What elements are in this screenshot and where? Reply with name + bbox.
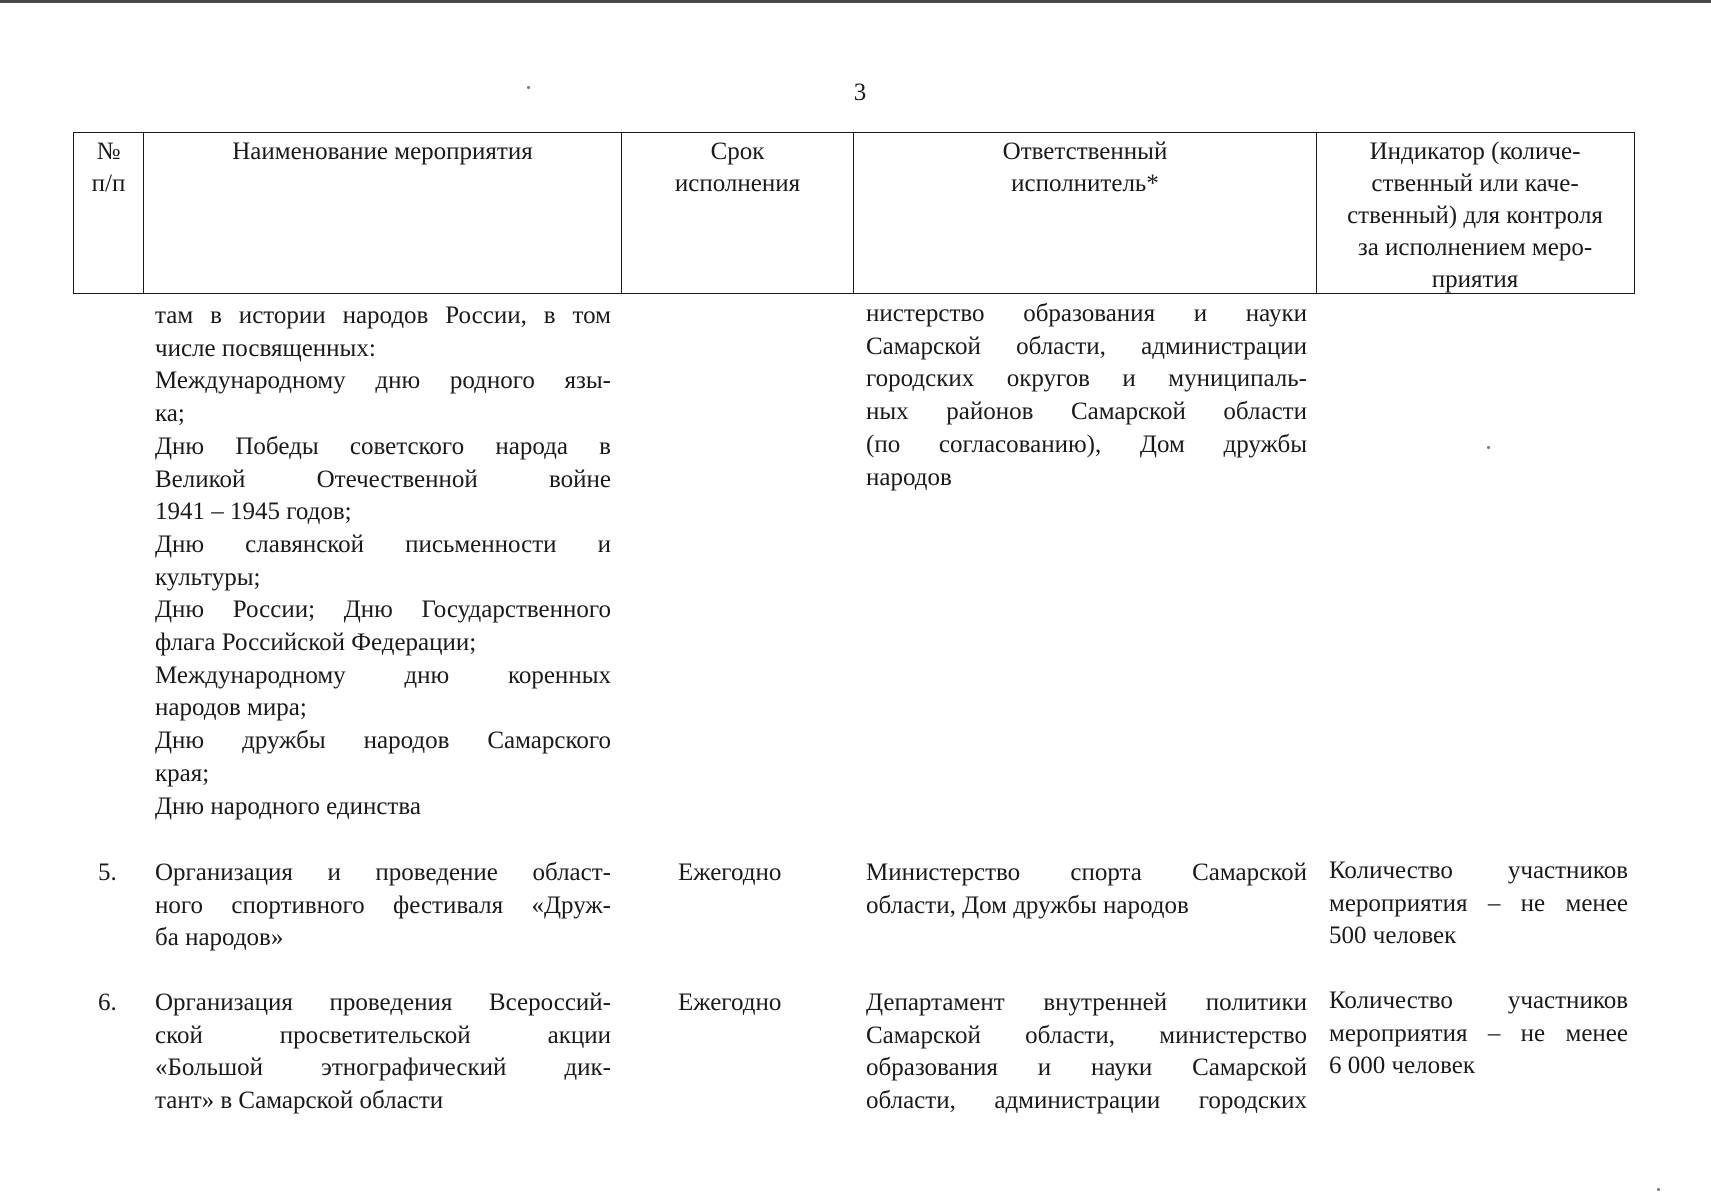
text-line: нистерство образования и науки	[866, 300, 1307, 327]
text-line: Дню народного единства	[155, 792, 421, 820]
row-5-indicator	[1329, 855, 1628, 953]
text-line: 6 000 человек	[1329, 1052, 1476, 1080]
header-col-name	[144, 133, 622, 293]
table-header	[73, 132, 1635, 294]
text-line: ственный) для контроля	[1347, 202, 1603, 229]
text-line: ба народов»	[155, 924, 284, 952]
text-line: ка;	[155, 400, 185, 428]
row-continuation-name	[155, 300, 611, 823]
text-line: 1941 – 1945 годов;	[155, 498, 352, 526]
text-line: Дню Победы советского народа в	[155, 432, 611, 460]
row-6-term: Ежегодно	[678, 989, 782, 1016]
text-line: Департамент внутренней политики	[866, 989, 1307, 1016]
text-line: там в истории народов России, в том	[155, 302, 611, 329]
text-line: числе посвященных:	[155, 334, 376, 362]
scan-speck	[527, 86, 530, 89]
text-line: Количество участников	[1329, 857, 1628, 884]
row-continuation-responsible	[866, 298, 1307, 494]
header-col-term	[622, 133, 854, 293]
text-line: мероприятия – не менее	[1329, 1019, 1628, 1047]
text-line: Дню славянской письменности и	[155, 530, 611, 558]
text-line: области, Дом дружбы народов	[866, 891, 1189, 919]
row-6-name	[155, 987, 611, 1118]
text-line: ного спортивного фестиваля «Друж-	[155, 891, 611, 919]
header-col-number	[74, 133, 144, 293]
row-6-responsible	[866, 987, 1307, 1118]
header-col-responsible	[854, 133, 1317, 293]
text-line: Самарской области, администрации	[866, 332, 1307, 360]
header-col-indicator	[1317, 133, 1633, 293]
row-5-responsible	[866, 857, 1307, 922]
row-5-number: 5.	[98, 859, 117, 886]
text-line: Самарской области, министерство	[866, 1021, 1307, 1049]
text-line: Количество участников	[1329, 987, 1628, 1014]
text-line: (по согласованию), Дом дружбы	[866, 430, 1307, 458]
text-line: Дню России; Дню Государственного	[155, 596, 611, 624]
text-line: образования и науки Самарской	[866, 1054, 1307, 1082]
text-line: ской просветительской акции	[155, 1021, 611, 1049]
text-line: исполнитель*	[1011, 170, 1159, 197]
text-line: Организация и проведение област-	[155, 859, 611, 886]
scan-speck	[1657, 1188, 1660, 1191]
text-line: 500 человек	[1329, 922, 1457, 950]
page-number: 3	[853, 79, 867, 106]
text-line: мероприятия – не менее	[1329, 889, 1628, 917]
text-line: Наименование мероприятия	[232, 138, 533, 165]
text-line: Великой Отечественной войне	[155, 465, 611, 493]
text-line: Международному дню родного язы-	[155, 367, 611, 395]
text-line: Дню дружбы народов Самарского	[155, 727, 611, 755]
text-line: ных районов Самарской области	[866, 398, 1307, 426]
text-line: области, администрации городских	[866, 1087, 1307, 1115]
text-line: №	[96, 138, 121, 165]
row-5-name	[155, 857, 611, 955]
text-line: Срок	[710, 138, 765, 165]
text-line: исполнения	[674, 170, 801, 197]
text-line: народов мира;	[155, 694, 307, 722]
text-line: Индикатор (количе-	[1369, 138, 1581, 165]
row-6-indicator	[1329, 985, 1628, 1083]
scan-speck	[1487, 446, 1490, 449]
text-line: тант» в Самарской области	[155, 1087, 444, 1115]
text-line: Международному дню коренных	[155, 661, 611, 689]
text-line: «Большой этнографический дик-	[155, 1054, 611, 1082]
scan-top-edge	[0, 0, 1711, 3]
text-line: приятия	[1431, 266, 1519, 293]
text-line: Ответственный	[1002, 138, 1168, 165]
text-line: ственный или каче-	[1371, 170, 1579, 197]
text-line: народов	[866, 463, 952, 491]
row-5-term: Ежегодно	[678, 859, 782, 886]
text-line: края;	[155, 759, 210, 787]
text-line: культуры;	[155, 563, 261, 591]
text-line: городских округов и муниципаль-	[866, 365, 1307, 393]
text-line: Министерство спорта Самарской	[866, 859, 1307, 886]
row-6-number: 6.	[98, 989, 117, 1016]
text-line: флага Российской Федерации;	[155, 629, 477, 657]
text-line: за исполнением меро-	[1357, 234, 1593, 261]
text-line: п/п	[91, 170, 126, 197]
text-line: Организация проведения Всероссий-	[155, 989, 611, 1016]
